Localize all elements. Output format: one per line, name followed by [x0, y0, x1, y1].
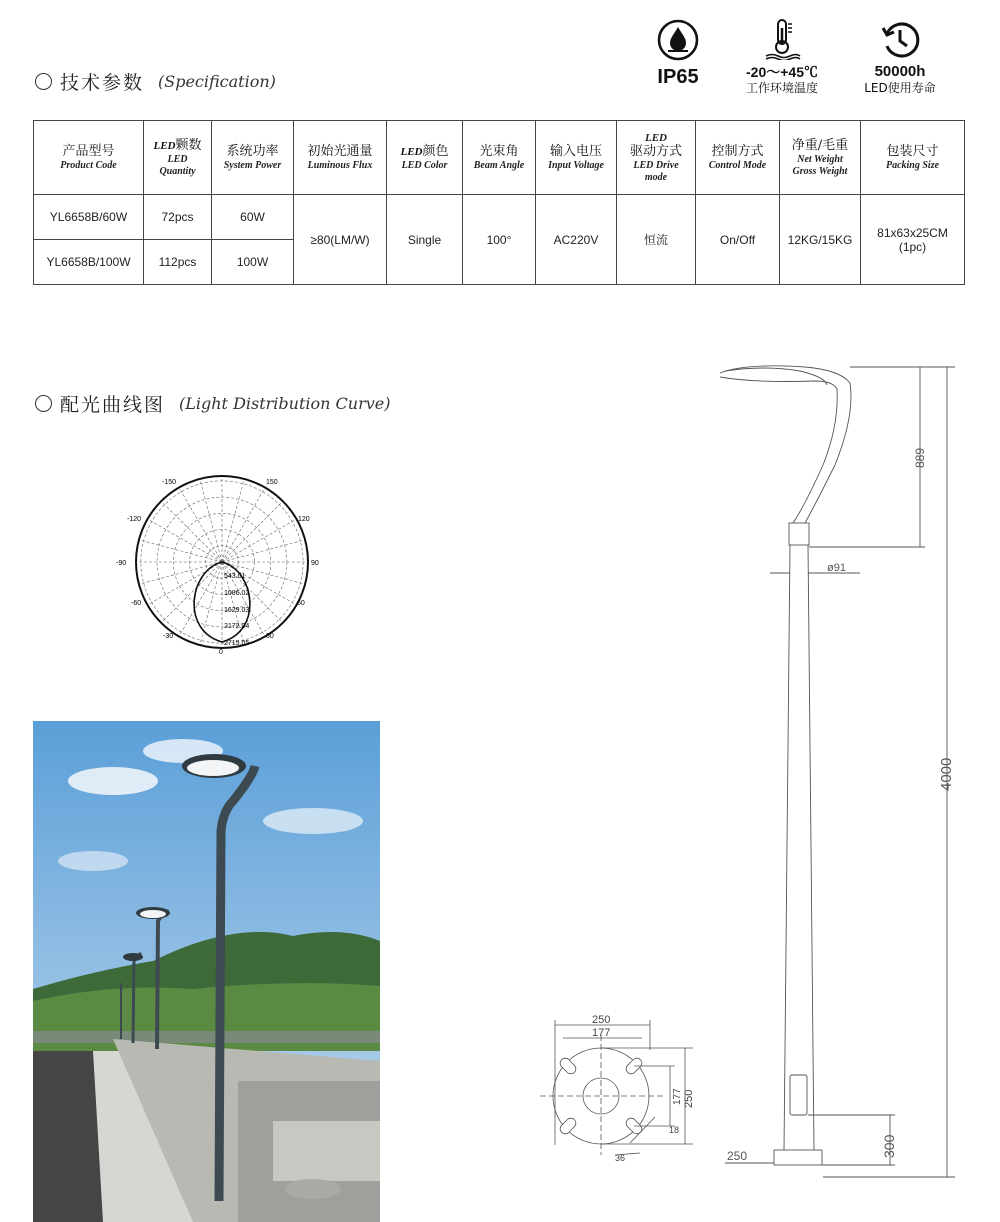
pole-dimension-drawing	[715, 355, 965, 1185]
polar-spoke	[139, 540, 222, 562]
circle-bullet-icon	[35, 395, 52, 412]
cell-qty: 112pcs	[144, 240, 212, 285]
flange-width-dim: 250	[592, 1014, 611, 1026]
polar-spoke	[222, 562, 296, 605]
header-drive-mode	[617, 121, 696, 195]
angle-label: -120	[127, 516, 142, 523]
header-en: Luminous Flux	[307, 159, 373, 171]
bolt-spacing-h-dim: 177	[592, 1027, 611, 1039]
clock-icon	[879, 20, 921, 60]
ring-value-label: 2172.04	[224, 623, 250, 630]
ip-rating: IP65	[657, 66, 699, 88]
packing-size: 81x63x25CM	[877, 225, 948, 240]
slot-width-dim: 18	[669, 1125, 680, 1135]
cell-power: 60W	[212, 195, 294, 240]
header-cn: 初始光通量	[307, 143, 373, 159]
slot-length-dim: 36	[615, 1153, 626, 1163]
polar-spoke	[148, 562, 222, 605]
angle-label: 30	[266, 633, 274, 640]
distribution-section-title	[35, 390, 390, 417]
polar-spoke	[222, 519, 296, 562]
angle-label: 150	[266, 479, 278, 486]
circle-bullet-icon	[35, 73, 52, 90]
header-luminous-flux	[294, 121, 387, 195]
cell-control: On/Off	[696, 195, 780, 285]
polar-spoke	[161, 501, 222, 562]
polar-spoke	[222, 488, 265, 562]
temp-label: 工作环境温度	[745, 81, 818, 95]
header-en: LED Color	[401, 159, 448, 171]
cell-power: 100W	[212, 240, 294, 285]
door-height-dim: 300	[881, 1134, 897, 1158]
ring-value-label: 1629.03	[224, 607, 250, 614]
distribution-title-en: (Light Distribution Curve)	[179, 394, 391, 413]
header-en: Control Mode	[708, 159, 767, 171]
polar-spoke	[148, 519, 222, 562]
header-packing-size	[861, 121, 965, 195]
cell-code: YL6658B/60W	[34, 195, 144, 240]
feature-badges	[640, 18, 950, 98]
packing-note: (1pc)	[898, 239, 927, 254]
cell-packing	[861, 195, 965, 285]
angle-label: -90	[116, 560, 127, 567]
base-flange-drawing	[535, 1005, 700, 1165]
angle-label: -30	[163, 633, 174, 640]
header-input-voltage	[536, 121, 617, 195]
header-cn-text: 颗数	[175, 137, 202, 153]
header-cn: 光束角	[479, 143, 519, 159]
header-cn: 净重/毛重	[791, 137, 849, 153]
cell-qty: 72pcs	[144, 195, 212, 240]
cell-weight: 12KG/15KG	[780, 195, 861, 285]
header-cn: 控制方式	[711, 143, 764, 159]
life-value: 50000h	[874, 63, 926, 80]
header-cn	[144, 138, 211, 154]
spec-section-title	[35, 68, 276, 95]
polar-spoke	[222, 501, 283, 562]
polar-spoke	[222, 479, 244, 562]
temp-range: -20～+45℃	[746, 64, 818, 80]
header-en: Packing Size	[885, 159, 940, 171]
header-en: System Power	[223, 159, 282, 171]
cell-color: Single	[387, 195, 463, 285]
light-distribution-polar-diagram	[110, 470, 330, 660]
header-led-prefix: LED	[153, 139, 176, 152]
polar-spoke	[222, 540, 305, 562]
angle-label: 0	[219, 649, 223, 656]
table-row	[34, 195, 965, 240]
flange-height-dim: 250	[683, 1089, 695, 1108]
header-cn: 系统功率	[226, 143, 279, 159]
header-cn: 驱动方式	[629, 143, 682, 159]
header-cn: 产品型号	[62, 143, 115, 159]
polar-spoke	[161, 562, 222, 623]
header-beam-angle	[463, 121, 536, 195]
polar-spoke	[139, 562, 222, 584]
cell-flux: ≥80(LM/W)	[294, 195, 387, 285]
header-weight	[780, 121, 861, 195]
thermometer-icon	[762, 18, 802, 60]
cell-voltage: AC220V	[536, 195, 617, 285]
ring-value-label: 543.01	[224, 573, 246, 580]
life-badge	[850, 20, 950, 96]
header-cn-text: 颜色	[422, 143, 449, 159]
header-led-top: LED	[645, 131, 667, 144]
header-led-prefix: LED	[400, 145, 423, 158]
temp-badge	[732, 18, 832, 96]
header-cn	[387, 144, 462, 160]
angle-label: 60	[297, 600, 305, 607]
angle-label: 90	[311, 560, 319, 567]
polar-spoke	[179, 488, 222, 562]
pole-diameter-dim: ø91	[827, 562, 846, 574]
head-height-dim: 889	[913, 447, 927, 468]
base-width-dim: 250	[727, 1149, 748, 1163]
header-led-quantity	[144, 121, 212, 195]
water-drop-icon	[656, 18, 700, 62]
header-cn: 包装尺寸	[886, 143, 939, 159]
spec-title-cn: 技术参数	[60, 72, 145, 94]
cell-drive: 恒流	[617, 195, 696, 285]
ip-badge	[640, 18, 716, 86]
header-product-code	[34, 121, 144, 195]
angle-label: -150	[162, 479, 177, 486]
header-system-power	[212, 121, 294, 195]
header-en: Net Weight Gross Weight	[792, 153, 848, 177]
header-control-mode	[696, 121, 780, 195]
spec-title-en: (Specification)	[158, 72, 276, 91]
life-label: LED使用寿命	[864, 81, 936, 95]
header-en: LED Quantity	[159, 153, 196, 177]
cell-code: YL6658B/100W	[34, 240, 144, 285]
header-cn: 输入电压	[549, 143, 602, 159]
ring-value-label: 2715.05	[224, 640, 250, 647]
product-installation-photo	[33, 721, 380, 1222]
header-led-color	[387, 121, 463, 195]
table-header-row	[34, 121, 965, 195]
polar-spoke	[200, 479, 222, 562]
angle-label: 120	[298, 516, 310, 523]
header-en: Input Voltage	[548, 159, 604, 171]
angle-label: -60	[131, 600, 142, 607]
spec-table	[33, 120, 965, 285]
bolt-spacing-v-dim: 177	[672, 1088, 683, 1105]
distribution-title-cn: 配光曲线图	[60, 394, 166, 416]
header-en: Beam Angle	[473, 159, 525, 171]
total-height-dim: 4000	[938, 757, 955, 791]
header-en: Product Code	[60, 159, 117, 171]
ring-value-label: 1086.02	[224, 590, 250, 597]
header-en: LED Drive mode	[633, 159, 679, 183]
cell-beam: 100°	[463, 195, 536, 285]
